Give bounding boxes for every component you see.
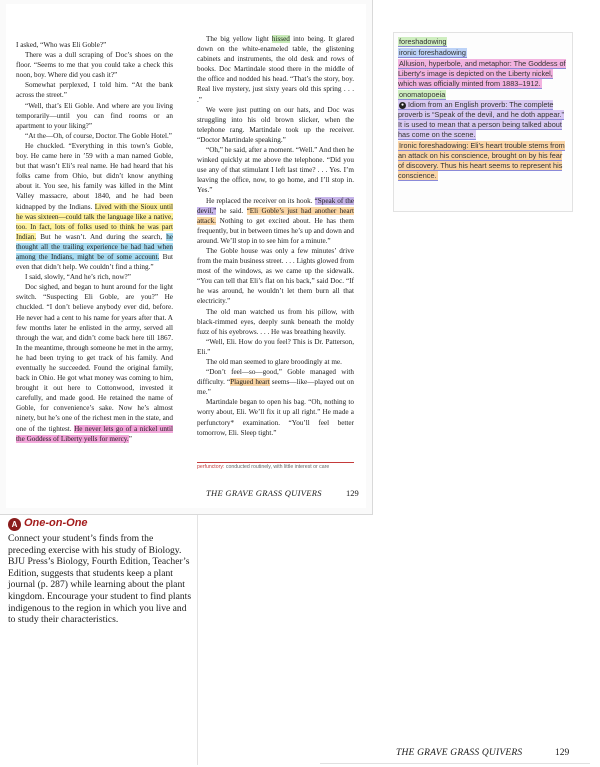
paragraph-text: “Well, that’s Eli Goble. And where are you living temporarily—until you can find rooms or an apartment to your liking?”	[16, 101, 173, 130]
annotation-label: ironic foreshadowing	[399, 47, 466, 57]
paragraph-text: We were just putting on our hats, and Doc was struggling into his old brown slicker, when the telephone rang. Martindale took up the receiver. “Doctor Martindale speaking.”	[197, 105, 354, 144]
one-on-one-body: Connect your student’s finds from the preceding exercise with his study of Biology. BJU Press’s Biology, Fourth Edition, Teacher’s Edition, suggests that students keep a plant journal (p. 287) while learning about the plant kingdom. Encourage your student to find plants indigenous to the region in which you live and to study their characteristics.	[8, 533, 192, 626]
paragraph-text: The old man seemed to glare broodingly at me.	[206, 358, 342, 366]
paragraph-text: ”	[128, 434, 132, 443]
story-paragraph	[197, 34, 354, 105]
annotation-text	[398, 48, 467, 58]
highlighted-phrase: “Speak of the devil,”	[197, 196, 354, 215]
paragraph-text: But even that didn’t help. We couldn’t find a thing.”	[16, 252, 173, 272]
paragraph-text: I asked, “Who was Eli Goble?”	[16, 41, 107, 49]
paragraph-text: “Don’t feel—so—good,” Goble managed with difficulty. “	[197, 368, 354, 387]
paragraph-text: There was a dull scraping of Doc’s shoes on the floor. “Seems to me that you could take a check this noon, boy. Where did you cash it?”	[16, 51, 173, 80]
footnote-rule	[197, 462, 354, 463]
highlighted-phrase: He never lets go of a nickel until the Goddess of Liberty yells for mercy.	[16, 424, 173, 443]
story-paragraph	[16, 80, 173, 100]
story-paragraph	[197, 397, 354, 437]
bottom-page-number: 129	[555, 748, 570, 758]
student-page	[6, 4, 366, 508]
annotation-text	[398, 90, 446, 100]
margin-notes	[393, 32, 573, 212]
annotation-text	[398, 141, 565, 181]
story-paragraph	[16, 101, 173, 131]
page-number: 129	[346, 488, 359, 498]
highlighted-phrase: Lived with the Sioux until he was sixteen—could talk the language like a native, too. In fact, lots of folks used to think he was part Indian.	[16, 202, 173, 241]
paragraph-text: “Oh,” he said, after a moment. “Well.” And then he winked quickly at me above the telephone. “Did you use any of that stimulant I left last time? . . . Yes. I’m leaving the office, now, to go home, and I’ll stop in. Yes.”	[197, 146, 354, 195]
highlighted-phrase: he thought all the trailing experience he had had when among the Indians, might be of some account.	[16, 232, 173, 261]
annotation-label: foreshadowing	[399, 37, 447, 46]
highlighted-phrase: Plagued heart	[230, 378, 270, 387]
story-paragraph	[197, 246, 354, 307]
story-paragraph	[197, 196, 354, 246]
story-paragraph	[16, 131, 173, 141]
story-paragraph	[16, 282, 173, 444]
paragraph-text: he said.	[216, 206, 247, 215]
paragraph-text: Nothing to get excited about. He has them frequently, but in between times he’s up and down and around. We’ll stop in to see him for a minute.”	[197, 216, 354, 245]
paragraph-text: But he wasn’t. And during the search,	[36, 232, 167, 241]
footnote-term: perfunctory:	[197, 464, 225, 470]
paragraph-text: The Goble house was only a few minutes’ drive from the main business street. . . . Lights glowed from most of the windows, as we came up the sidewalk. “You can tell that Eli’s flat on his back,” said Doc. “If he was around, he wouldn’t let them burn all that electricity.”	[197, 246, 354, 306]
paragraph-text: Martindale began to open his bag. “Oh, nothing to worry about, Eli. We’ll fix it up all right.” He made a perfunctory* examination. “You’ll feel better tomorrow, Eli. Sleep tight.”	[197, 398, 354, 437]
story-paragraph	[197, 145, 354, 195]
running-footer: THE GRAVE GRASS QUIVERS	[206, 488, 322, 498]
paragraph-text: seems—like—played out on me.”	[197, 378, 354, 397]
footnote-definition: conducted routinely, with little interest or care	[224, 464, 330, 470]
annotation-label: onomatopoeia	[399, 89, 446, 99]
paragraph-text: He chuckled. “Everything in this town’s Goble, boy. He came here in ’59 with a man named Goble, but that wasn’t Eli’s real name. He had heard that his folks came from Ohio, but didn’t know anything about it. You see, his family was killed in the Mint Valley massacre, about 1840, and he had been kidnapped by the Indians.	[16, 141, 173, 211]
story-paragraph	[16, 40, 173, 50]
margin-annotation	[398, 141, 568, 181]
story-paragraph	[197, 337, 354, 357]
story-paragraph	[16, 272, 173, 282]
story-paragraph	[16, 50, 173, 80]
annotation-label: Ironic foreshadowing: Eli’s heart trouble stems from an attack on his conscience, brought on by his fear of discovery. Thus his heart seems to represent his conscience.	[398, 141, 565, 180]
highlighted-phrase: “Eli Goble’s just had another heart attack.	[197, 206, 354, 225]
margin-annotation	[398, 100, 568, 140]
bottom-rule	[320, 763, 590, 764]
annotation-text	[398, 37, 447, 47]
annotation-text	[398, 100, 564, 140]
annotation-text	[398, 59, 566, 89]
discussion-icon: ●	[400, 102, 405, 109]
paragraph-text: Somewhat perplexed, I told him. “At the bank across the street.”	[16, 81, 173, 100]
paragraph-text: Doc sighed, and began to hunt around for the light switch. “Suspecting Eli Goble, are you?” He chuckled. “I don’t believe anybody ever did, before. He never had a cent to his name for years after that. A few months later he enlisted in the army, served all through the war, and didn’t come back here till 1867. In the meantime, through someone he met in the army, he had been trying to get track of his family. And eventually he succeeded. Found the original family, back in Ohio. He got what money was coming to him, brought it out here to Cottonwood, invested it carefully, and made good. He retained the name of Goble, for convenience’s sake. Now he’s almost ninety, but he’s one of the richest men in the state, and one of the tightest.	[16, 283, 174, 433]
story-paragraph	[197, 307, 354, 337]
paragraph-text: “At the—Oh, of course, Doctor. The Goble Hotel.”	[25, 131, 172, 140]
footnote	[197, 464, 367, 470]
bottom-running-footer: THE GRAVE GRASS QUIVERS	[396, 748, 523, 758]
margin-annotation	[398, 90, 568, 100]
one-on-one-title: One-on-One	[24, 517, 88, 529]
paragraph-text: “Well, Eli. How do you feel? This is Dr. Patterson, Eli.”	[197, 337, 354, 356]
story-column-right	[197, 34, 354, 438]
margin-annotation	[398, 37, 568, 47]
margin-annotation	[398, 59, 568, 89]
paragraph-text: He replaced the receiver on its hook.	[206, 196, 315, 205]
highlighted-phrase: hissed	[271, 35, 290, 43]
annotation-label: Idiom from an English proverb: The complete proverb is “Speak of the devil, and he doth appear.” It is used to mean that a person being talked about has come on the scene.	[398, 100, 564, 140]
story-column-left	[16, 40, 173, 444]
paragraph-text: into being. It glared down on the white-enameled table, the glistening cabinets and instruments, the old desk and rows of books. Doc Martindale stood there in the middle of the office and nodded his head. “That’s the story, boy. Real live mystery, just sixty years old this spring . . . .”	[197, 35, 354, 104]
story-paragraph	[197, 367, 354, 397]
annotation-label: Allusion, hyperbole, and metaphor: The Goddess of Liberty’s image is depicted on the Liberty nickel, which was officially minted from 1883–1912.	[398, 58, 566, 88]
paragraph-text: I said, slowly, “And he’s rich, now?”	[25, 273, 131, 282]
column-divider	[197, 515, 198, 765]
story-paragraph	[16, 141, 173, 272]
one-on-one-icon: A	[8, 518, 21, 531]
paragraph-text: The old man watched us from his pillow, with black-rimmed eyes, deeply sunk beneath the moldy fuzz of his eyebrows. . . . He was breathing heavily.	[197, 307, 354, 336]
margin-annotation	[398, 48, 568, 58]
paragraph-text: The big yellow light	[206, 35, 272, 43]
story-paragraph	[197, 357, 354, 367]
story-paragraph	[197, 105, 354, 145]
